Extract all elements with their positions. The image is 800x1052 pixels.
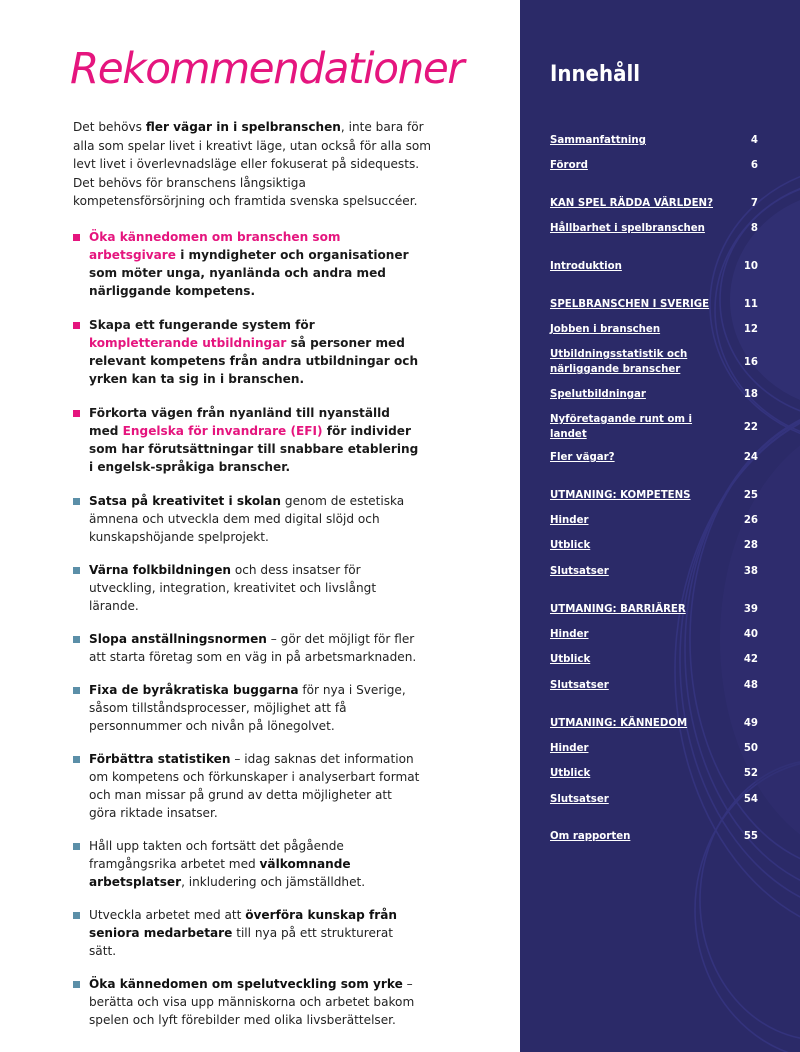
page-title: Rekommendationer [70,44,464,94]
toc-page: 39 [743,604,758,615]
rec-text: – gör det möjligt för fler att starta företag som en väg in på arbetsmarknaden. [89,632,417,664]
toc-item[interactable] [550,513,758,528]
rec-bold: Satsa på kreativitet i skolan [89,494,282,508]
toc-page: 50 [743,743,758,754]
toc-page: 12 [743,324,758,335]
rec-text: , inkludering och jämställdhet. [181,875,366,889]
square-bullet-icon [73,410,80,417]
recommendation-item [73,906,423,960]
square-bullet-icon [73,756,80,763]
toc-label[interactable]: Hinder [550,515,589,526]
toc-label[interactable]: UTMANING: BARRIÄRER [550,604,686,615]
toc-label[interactable]: UTMANING: KOMPETENS [550,490,691,501]
rec-text: och dess insatser för utveckling, integration, kreativitet och livslångt lärande. [89,563,377,613]
toc-label[interactable]: Slutsatser [550,794,609,805]
toc-page: 42 [743,654,758,665]
recommendation-item [73,561,423,615]
toc-page: 4 [750,135,758,146]
toc-page: 11 [743,299,758,310]
recommendation-item [73,492,423,546]
rec-text: i myndigheter och organisationer som möter unga, nyanlända och andra med närliggande kompetens. [89,248,409,298]
square-bullet-icon [73,234,80,241]
toc-label[interactable]: SPELBRANSCHEN I SVERIGE [550,299,710,310]
rec-text: för nya i Sverige, såsom tillståndsprocesser, möjlighet att få personnummer och nivån på lönegolvet. [89,683,406,733]
toc-page: 25 [743,490,758,501]
toc-label[interactable]: Spelutbildningar [550,389,646,400]
toc-page: 16 [743,356,758,368]
rec-text: Utveckla arbetet med att [89,908,246,922]
toc-sidebar [520,0,800,1052]
toc-page: 24 [743,452,758,463]
toc-item[interactable] [550,387,758,402]
square-bullet-icon [73,843,80,850]
toc-page: 8 [750,223,758,234]
toc-page: 49 [743,718,758,729]
square-bullet-icon [73,912,80,919]
toc-label[interactable]: Sammanfattning [550,135,646,146]
intro-pre: Det behövs [73,120,146,134]
toc-item[interactable] [550,196,758,211]
square-bullet-icon [73,636,80,643]
toc-label[interactable]: Utblick [550,654,591,665]
toc-label[interactable]: Nyföretagande runt om i landet [550,414,693,440]
intro-bold: fler vägar in i spelbranschen [145,120,341,134]
toc-label[interactable]: KAN SPEL RÄDDA VÄRLDEN? [550,198,713,209]
toc-item[interactable] [550,488,758,503]
toc-title: Innehåll [550,62,641,87]
toc-item[interactable] [550,259,758,274]
toc-page: 7 [750,198,758,209]
toc-page: 40 [743,629,758,640]
rec-text: genom de estetiska ämnena och utveckla dem med digital slöjd och kunskapshöjande spelprojekt. [89,494,405,544]
recommendation-list [73,228,423,1044]
toc-page: 10 [743,261,758,272]
toc-item[interactable] [550,678,758,693]
toc-item[interactable] [550,627,758,642]
rec-text: Skapa ett fungerande system för [89,318,315,332]
toc-page: 38 [743,566,758,577]
toc-page: 18 [743,389,758,400]
toc-item[interactable] [550,829,758,844]
recommendation-item [73,750,423,822]
toc-label[interactable]: Introduktion [550,261,622,272]
toc-item[interactable] [550,766,758,781]
toc-item[interactable] [550,716,758,731]
rec-highlight: kompletterande utbildningar [89,336,287,350]
toc-page: 6 [750,160,758,171]
toc-item[interactable] [550,297,758,312]
recommendation-item [73,228,423,300]
toc-label[interactable]: Hinder [550,743,589,754]
toc-item[interactable] [550,158,758,173]
toc-item[interactable] [550,412,758,442]
rec-highlight: Öka kännedomen om branschen som arbetsgivare [89,230,341,262]
toc-item[interactable] [550,133,758,148]
square-bullet-icon [73,322,80,329]
toc-label[interactable]: Jobben i branschen [550,324,661,335]
rec-text: Håll upp takten och fortsätt det pågående framgångsrika arbetet med [89,839,344,871]
recommendation-item [73,975,423,1029]
rec-text: Förkorta vägen från nyanländ till nyanställd med [89,406,390,438]
toc-page: 28 [743,540,758,551]
toc-label[interactable]: Fler vägar? [550,452,615,463]
square-bullet-icon [73,981,80,988]
toc-label[interactable]: Utbildningsstatistik och närliggande branscher [550,349,688,375]
toc-page: 26 [743,515,758,526]
rec-bold: Förbättra statistiken [89,752,231,766]
toc-item[interactable] [550,792,758,807]
rec-text: så personer med relevant kompetens från andra utbildningar och yrken kan ta sig in i branschen. [89,336,419,386]
intro-post: , inte bara för alla som spelar livet i kreativt läge, utan också för alla som levt livet i överlevnadsläge eller fokuserat på sidequests. Det behövs för branschens långsiktiga kompetensförsörjning och framtida svenska spelsuccéer. [73,120,432,208]
rec-text: – berätta och visa upp människorna och arbetet bakom spelen och lyft förebilder med olika livsberättelser. [89,977,415,1027]
toc-label[interactable]: Slutsatser [550,680,609,691]
toc-page: 22 [743,421,758,433]
toc-label[interactable]: Förord [550,160,588,171]
toc-page: 54 [743,794,758,805]
rec-bold: överföra kunskap från seniora medarbetare [89,908,398,940]
rec-highlight: Engelska för invandrare (EFI) [122,424,323,438]
recommendation-item [73,837,423,891]
toc-item[interactable] [550,652,758,667]
toc-item[interactable] [550,602,758,617]
toc-item[interactable] [550,322,758,337]
toc-item[interactable] [550,538,758,553]
toc-label[interactable]: Hinder [550,629,589,640]
toc-item[interactable] [550,221,758,236]
toc-item[interactable] [550,564,758,579]
toc-label[interactable]: Utblick [550,540,591,551]
toc-item[interactable] [550,347,758,377]
rec-bold: Slopa anställningsnormen [89,632,267,646]
toc-label[interactable]: Slutsatser [550,566,609,577]
toc-page: 55 [743,831,758,842]
square-bullet-icon [73,687,80,694]
recommendation-item [73,681,423,735]
rec-bold: Fixa de byråkratiska buggarna [89,683,299,697]
toc-page: 48 [743,680,758,691]
square-bullet-icon [73,567,80,574]
recommendation-item [73,630,423,666]
rec-text: för individer som har förutsättningar till snabbare etablering i engelsk-språkiga branscher. [89,424,419,474]
rec-bold: välkomnande arbetsplatser [89,857,351,889]
intro-paragraph [73,118,433,211]
toc-label[interactable]: Utblick [550,768,591,779]
toc-item[interactable] [550,741,758,756]
square-bullet-icon [73,498,80,505]
rec-text: till nya på ett strukturerat sätt. [89,926,394,958]
recommendation-item [73,404,423,476]
toc-item[interactable] [550,450,758,465]
rec-bold: Öka kännedomen om spelutveckling som yrke [89,977,403,991]
rec-bold: Värna folkbildningen [89,563,232,577]
recommendation-item [73,316,423,388]
toc-page: 52 [743,768,758,779]
toc-label[interactable]: Om rapporten [550,831,631,842]
toc-label[interactable]: UTMANING: KÄNNEDOM [550,718,688,729]
toc-label[interactable]: Hållbarhet i spelbranschen [550,223,705,234]
rec-text: – idag saknas det information om kompetens och förkunskaper i analyserbart format och man missar på grund av detta möjligheter att göra riktade insatser. [89,752,420,820]
